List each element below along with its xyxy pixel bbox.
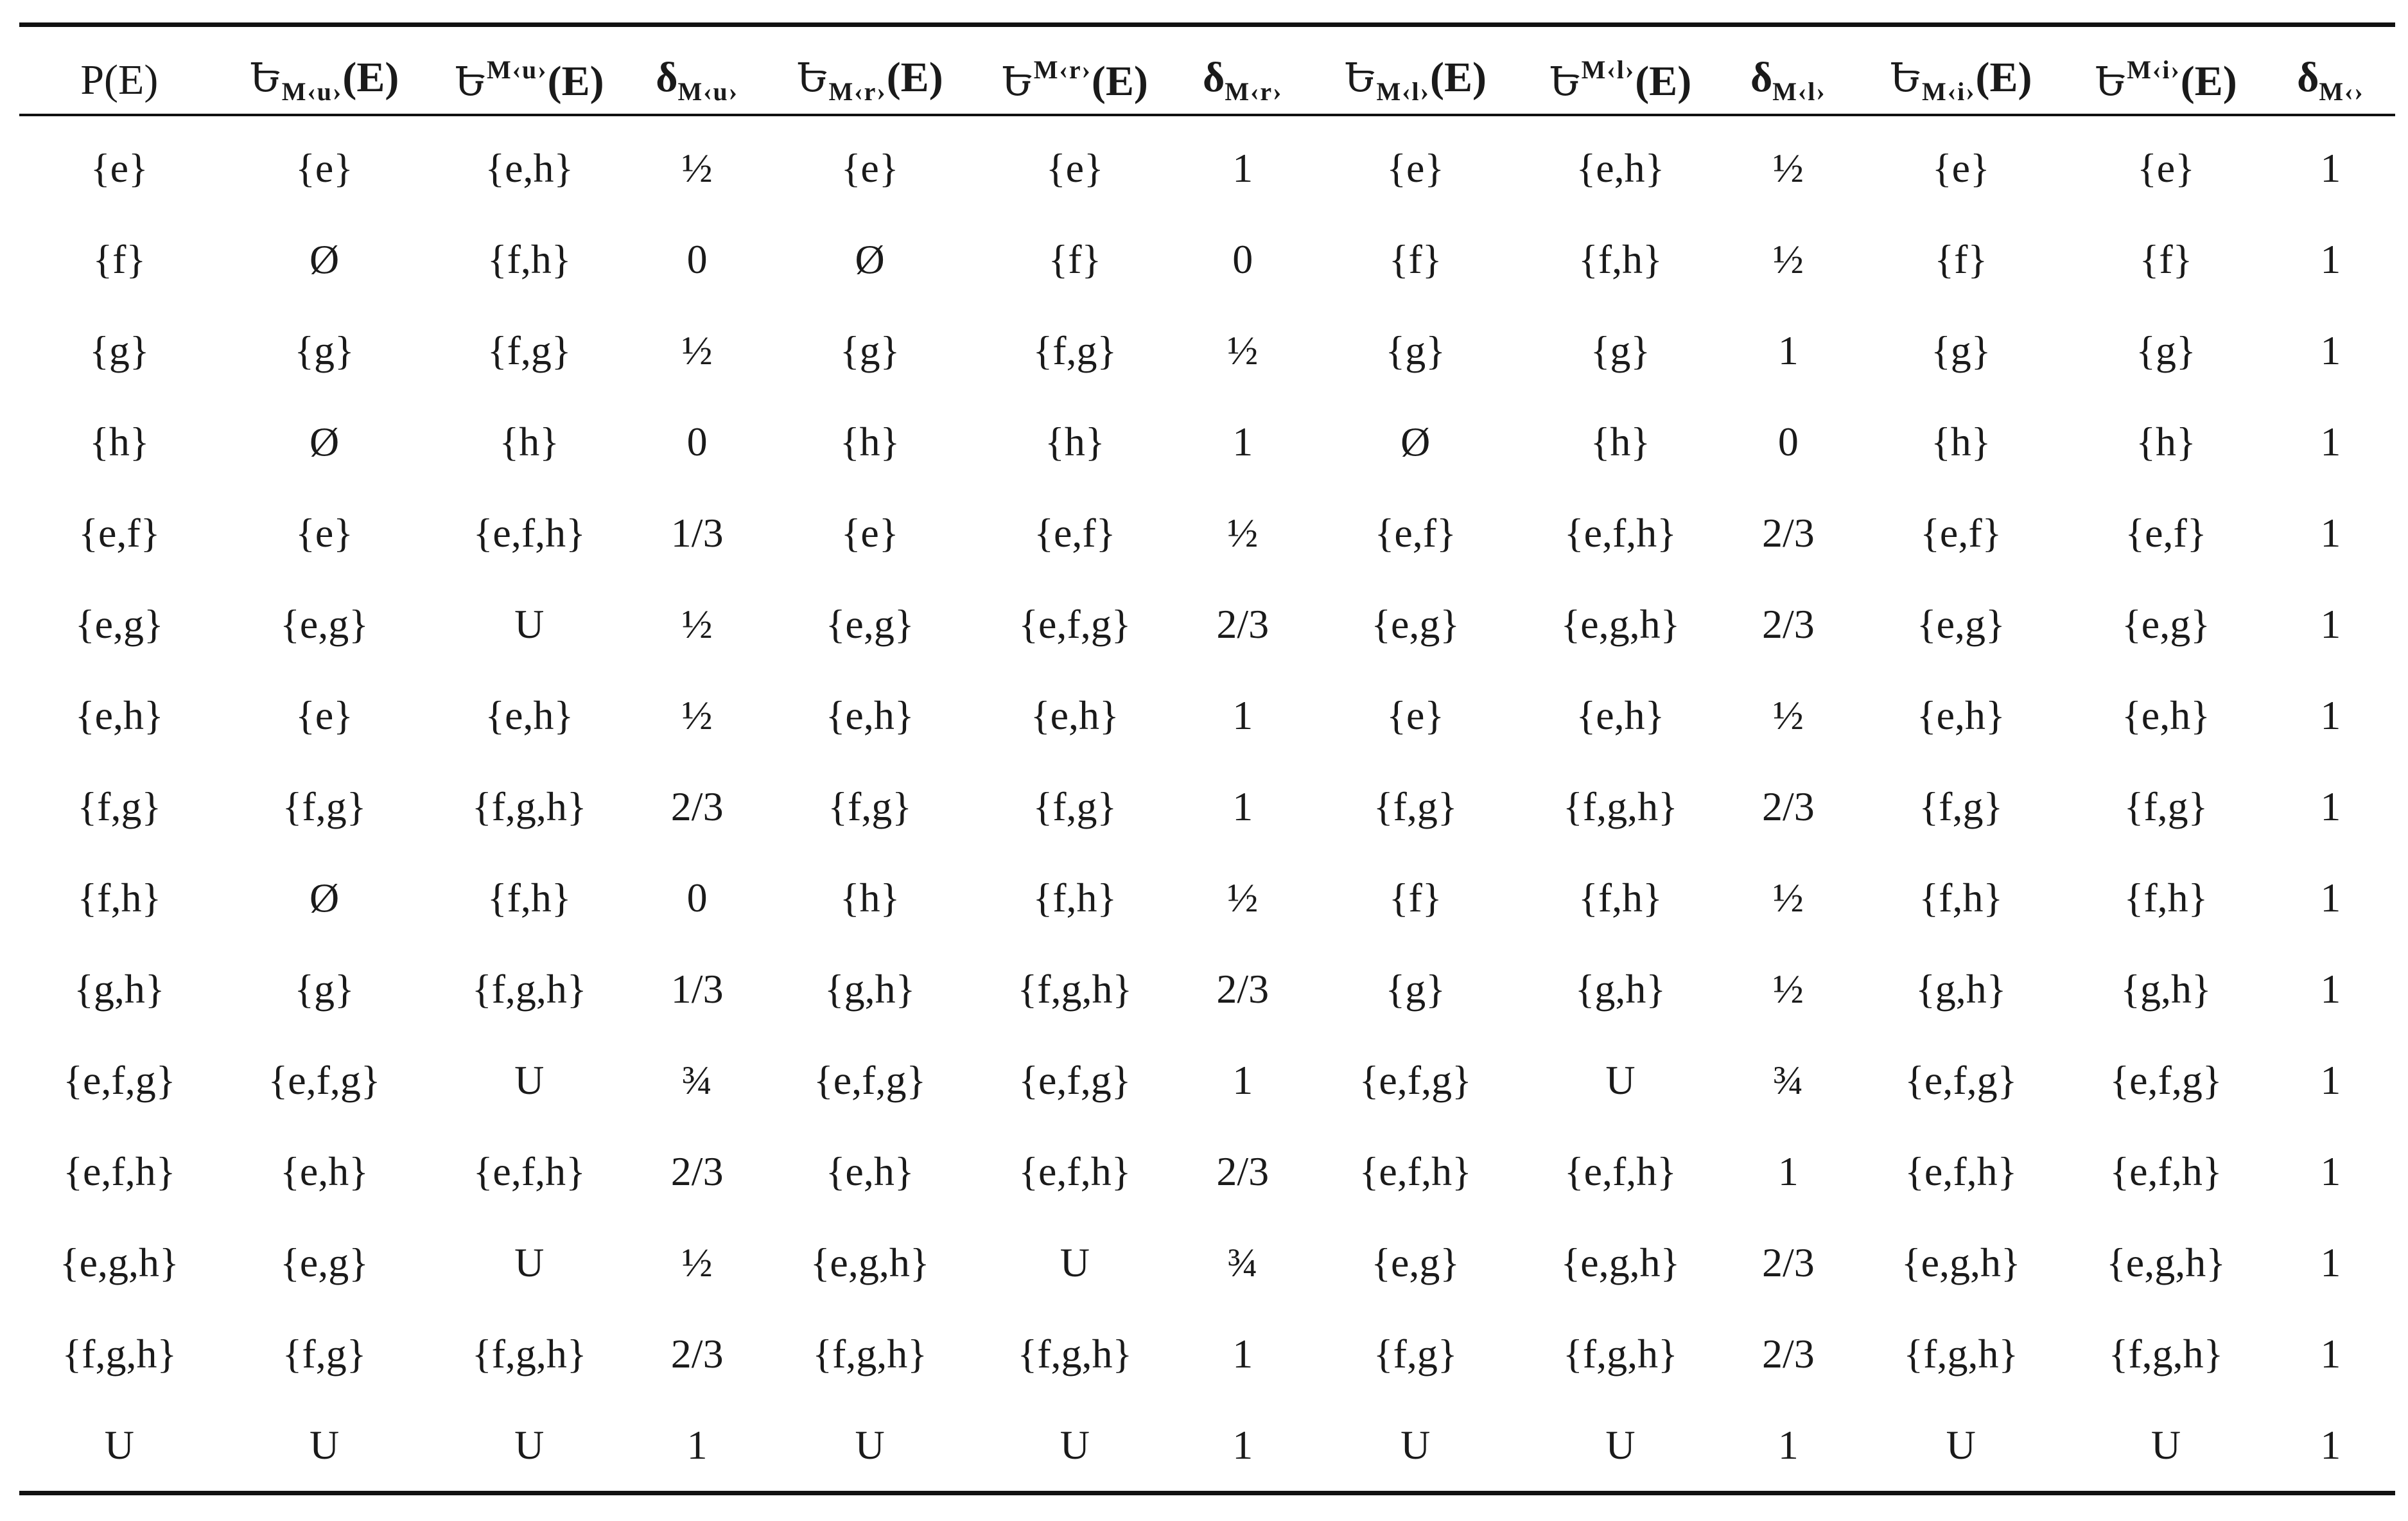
table-cell: ½: [681, 601, 713, 647]
table-cell: U: [1605, 1422, 1636, 1468]
table-cell: U: [1060, 1422, 1090, 1468]
table-cell: ½: [681, 1240, 713, 1285]
column-header: [1720, 27, 1856, 114]
table-cell: {e,f,h}: [1359, 1148, 1472, 1194]
table-cell: {e,g,h}: [2106, 1240, 2226, 1285]
header-subscript: M‹r›: [1225, 77, 1283, 106]
table-cell: 1/3: [670, 966, 724, 1012]
column-header: [1175, 27, 1311, 114]
table-cell: {e,h}: [1030, 692, 1119, 738]
table-row: [19, 579, 2395, 670]
table-cell: {f,g,h}: [1017, 1331, 1133, 1376]
table-cell: 0: [686, 875, 708, 920]
column-header: [429, 27, 629, 114]
header-subscript: M‹i›: [1922, 77, 1976, 106]
table-cell: U: [514, 1422, 545, 1468]
table-cell: 1: [2320, 328, 2341, 373]
column-header: [1856, 27, 2066, 114]
table-row: [19, 396, 2395, 488]
table-cell: {e,h}: [485, 145, 574, 191]
table-cell: ¾: [1772, 1057, 1804, 1103]
table-row: [19, 116, 2395, 214]
table-cell: {e}: [2137, 145, 2195, 191]
table-cell: {e,f,h}: [63, 1148, 176, 1194]
table-cell: 0: [1777, 419, 1799, 464]
table-cell: ½: [1227, 510, 1259, 556]
table-cell: 2/3: [1761, 1331, 1815, 1376]
table-row: [19, 1035, 2395, 1126]
table-cell: {h}: [839, 875, 900, 920]
table-cell: 1: [1232, 419, 1253, 464]
table-cell: {h}: [89, 419, 150, 464]
table-cell: {e,g}: [825, 601, 914, 647]
table-cell: ½: [1772, 692, 1804, 738]
table-cell: {e,g}: [280, 601, 369, 647]
table-cell: {g}: [839, 328, 900, 373]
table-cell: 2/3: [1761, 601, 1815, 647]
table-cell: U: [514, 1240, 545, 1285]
column-header: [220, 27, 430, 114]
table-cell: U: [1060, 1240, 1090, 1285]
table-cell: {f}: [92, 236, 146, 282]
table-cell: 2/3: [1761, 1240, 1815, 1285]
table-cell: 1: [2320, 510, 2341, 556]
table-cell: {e,g,h}: [1901, 1240, 2021, 1285]
header-row: [19, 27, 2395, 114]
table-cell: {e,h}: [1576, 145, 1665, 191]
table-cell: {e,g}: [1371, 1240, 1460, 1285]
table-cell: ½: [681, 692, 713, 738]
table-cell: ¾: [681, 1057, 713, 1103]
table-cell: {e,f,h}: [1564, 510, 1677, 556]
table-cell: 2/3: [1761, 510, 1815, 556]
header-symbol: δ: [1203, 54, 1225, 101]
table-cell: 1: [1232, 1422, 1253, 1468]
table-cell: Ø: [1400, 419, 1431, 464]
header-symbol: δ: [1750, 54, 1773, 101]
table-row: [19, 214, 2395, 305]
header-argument: (E): [1975, 54, 2032, 101]
table-cell: {e,f}: [2125, 510, 2207, 556]
header-superscript: M‹r›: [1033, 55, 1092, 84]
table-cell: {g,h}: [74, 966, 165, 1012]
top-rule: [19, 22, 2395, 27]
table-cell: {h}: [1045, 419, 1105, 464]
table-cell: 2/3: [670, 1331, 724, 1376]
table-cell: {f}: [2139, 236, 2193, 282]
table-cell: 1: [2320, 1148, 2341, 1194]
table-cell: {f,h}: [1033, 875, 1117, 920]
table-cell: {f}: [1048, 236, 1102, 282]
header-subscript: M‹r›: [828, 77, 887, 106]
table-cell: {g}: [1590, 328, 1651, 373]
column-header: [629, 27, 765, 114]
table-cell: 1: [2320, 1422, 2341, 1468]
table-cell: 0: [686, 236, 708, 282]
header-superscript: M‹i›: [2127, 55, 2181, 84]
table-cell: {f,h}: [487, 875, 571, 920]
header-argument: (E): [1091, 57, 1148, 105]
table-cell: {g,h}: [1575, 966, 1666, 1012]
table-cell: {e,g,h}: [59, 1240, 179, 1285]
table-cell: {e,h}: [2122, 692, 2210, 738]
table-cell: {f,g}: [828, 784, 912, 829]
table-cell: {f,g,h}: [471, 1331, 587, 1376]
table-cell: 1/3: [670, 510, 724, 556]
table-cell: {e,h}: [1916, 692, 2005, 738]
table-cell: {e,f}: [1034, 510, 1116, 556]
bottom-rule: [19, 1491, 2395, 1495]
table-cell: {f,g,h}: [1903, 1331, 2019, 1376]
header-subscript: M‹u›: [281, 77, 343, 106]
table-cell: ½: [1227, 875, 1259, 920]
header-symbol: P(E): [80, 56, 159, 103]
table-cell: {h}: [1931, 419, 1991, 464]
header-argument: (E): [342, 54, 399, 101]
table-cell: Ø: [855, 236, 885, 282]
table-cell: {f,g}: [1373, 1331, 1458, 1376]
table-cell: {e,f,g}: [268, 1057, 381, 1103]
table-cell: {e}: [841, 145, 899, 191]
table-cell: 1: [1232, 1057, 1253, 1103]
table-cell: 0: [1232, 236, 1253, 282]
table-cell: {f,g,h}: [1017, 966, 1133, 1012]
table-cell: {g,h}: [2120, 966, 2212, 1012]
table-cell: {f,h}: [77, 875, 162, 920]
header-subscript: M‹l›: [1772, 77, 1826, 106]
table-cell: {h}: [1590, 419, 1651, 464]
table-cell: {f,g}: [487, 328, 571, 373]
table-cell: {g,h}: [1915, 966, 2007, 1012]
table-cell: {e,g}: [280, 1240, 369, 1285]
column-header: [1311, 27, 1521, 114]
table-cell: 1: [686, 1422, 708, 1468]
header-symbol: δ: [656, 54, 678, 101]
table-cell: {e,f}: [78, 510, 161, 556]
table-cell: {f,g,h}: [471, 966, 587, 1012]
table-cell: {e,f,g}: [1359, 1057, 1472, 1103]
table-cell: ½: [1772, 875, 1804, 920]
table-row: [19, 305, 2395, 396]
table-cell: {e}: [1386, 692, 1445, 738]
table-cell: {h}: [2136, 419, 2196, 464]
column-header: [975, 27, 1175, 114]
table-cell: {e}: [295, 145, 353, 191]
header-symbol: Ե: [1890, 54, 1923, 101]
table-cell: {e,f,g}: [2109, 1057, 2222, 1103]
table-cell: {f,g}: [77, 784, 162, 829]
table-cell: {e,g}: [74, 601, 164, 647]
table-cell: 1: [1777, 1422, 1799, 1468]
table-cell: {e,f,h}: [473, 510, 586, 556]
table-cell: ½: [1772, 966, 1804, 1012]
table-cell: 1: [2320, 601, 2341, 647]
table-cell: {g}: [294, 966, 354, 1012]
table-cell: ¾: [1227, 1240, 1259, 1285]
table-row: [19, 944, 2395, 1035]
column-header: [765, 27, 975, 114]
table-cell: U: [1946, 1422, 1976, 1468]
table-cell: {e}: [1045, 145, 1104, 191]
header-symbol: Ե: [1001, 57, 1034, 105]
header-argument: (E): [886, 54, 943, 101]
table-cell: ½: [1772, 145, 1804, 191]
table-row: [19, 488, 2395, 579]
table-cell: U: [514, 1057, 545, 1103]
header-argument: (E): [547, 57, 604, 105]
table-cell: {e,f,g}: [1018, 1057, 1131, 1103]
header-subscript: M‹l›: [1376, 77, 1430, 106]
table-cell: Ø: [309, 236, 340, 282]
table-cell: U: [1400, 1422, 1431, 1468]
table-cell: {f,h}: [487, 236, 571, 282]
table-cell: {e,f,g}: [1905, 1057, 2018, 1103]
header-symbol: Ե: [1344, 54, 1377, 101]
data-table: [19, 22, 2395, 1495]
table-cell: {e,f,h}: [1564, 1148, 1677, 1194]
table-cell: {e}: [295, 510, 353, 556]
table-cell: 1: [2320, 236, 2341, 282]
table-cell: {h}: [839, 419, 900, 464]
table-cell: 2/3: [1761, 784, 1815, 829]
table-cell: {e}: [1386, 145, 1445, 191]
table-cell: {e,f}: [1920, 510, 2002, 556]
table-cell: {e,h}: [485, 692, 574, 738]
table-cell: {g,h}: [824, 966, 916, 1012]
table-cell: {f,g,h}: [1563, 1331, 1678, 1376]
table-cell: {f,g,h}: [1563, 784, 1678, 829]
table-cell: 2/3: [1216, 966, 1269, 1012]
table-cell: {e,f,h}: [2109, 1148, 2222, 1194]
table-cell: 2/3: [670, 1148, 724, 1194]
table-cell: {f,g}: [1033, 784, 1117, 829]
table-cell: {e}: [841, 510, 899, 556]
header-superscript: M‹l›: [1581, 55, 1636, 84]
table-cell: 1: [2320, 692, 2341, 738]
table-cell: {f,g}: [1919, 784, 2003, 829]
table-row: [19, 1126, 2395, 1217]
table-cell: 1: [2320, 145, 2341, 191]
table-cell: U: [514, 601, 545, 647]
table-cell: 1: [2320, 1240, 2341, 1285]
table-row: [19, 761, 2395, 852]
header-superscript: M‹u›: [486, 55, 548, 84]
table-cell: {e,h}: [1576, 692, 1665, 738]
table-body: [19, 116, 2395, 1491]
table-cell: {e,g,h}: [1560, 1240, 1680, 1285]
table-cell: U: [855, 1422, 885, 1468]
table-cell: 2/3: [670, 784, 724, 829]
table-row: [19, 852, 2395, 944]
table-cell: U: [2151, 1422, 2181, 1468]
table-cell: {f}: [1388, 875, 1442, 920]
table-cell: 1: [1777, 1148, 1799, 1194]
table-cell: {f,h}: [1578, 875, 1662, 920]
table-cell: {f,h}: [1919, 875, 2003, 920]
column-header: [2066, 27, 2266, 114]
table-cell: {g}: [1931, 328, 1991, 373]
header-argument: (E): [2180, 57, 2237, 105]
table-cell: {f,g}: [2124, 784, 2208, 829]
header-symbol: Ե: [454, 57, 487, 105]
table-row: [19, 670, 2395, 761]
table-cell: {f,g}: [1373, 784, 1458, 829]
table-cell: {e}: [90, 145, 148, 191]
table-cell: 1: [2320, 1331, 2341, 1376]
table-cell: {f,g}: [282, 784, 367, 829]
table-cell: 1: [2320, 875, 2341, 920]
table-cell: {e,g}: [1371, 601, 1460, 647]
table-cell: 0: [686, 419, 708, 464]
table-cell: 1: [1232, 1331, 1253, 1376]
table-cell: {e}: [295, 692, 353, 738]
table-cell: 1: [2320, 784, 2341, 829]
header-symbol: Ե: [796, 54, 829, 101]
table-cell: {e,g}: [2122, 601, 2210, 647]
table-cell: ½: [1772, 236, 1804, 282]
header-argument: (E): [1429, 54, 1487, 101]
table-cell: 1: [1232, 692, 1253, 738]
table-cell: U: [104, 1422, 134, 1468]
header-subscript: M‹u›: [677, 77, 739, 106]
table-cell: {f,g}: [1033, 328, 1117, 373]
table-cell: {f,g,h}: [2108, 1331, 2224, 1376]
table-cell: {e,f,h}: [1018, 1148, 1131, 1194]
table-cell: {e,g,h}: [1560, 601, 1680, 647]
table-cell: Ø: [309, 419, 340, 464]
table-cell: {f,g,h}: [812, 1331, 927, 1376]
table-cell: {f,h}: [1578, 236, 1662, 282]
table-cell: {e,g}: [1916, 601, 2005, 647]
table-cell: {g}: [1385, 966, 1445, 1012]
table-cell: 1: [2320, 1057, 2341, 1103]
table-cell: Ø: [309, 875, 340, 920]
table-cell: ½: [681, 328, 713, 373]
table-cell: {e,h}: [825, 692, 914, 738]
table-cell: {e,f,g}: [63, 1057, 176, 1103]
table-cell: {g}: [89, 328, 150, 373]
table-cell: 1: [1232, 784, 1253, 829]
table-cell: {f,g,h}: [471, 784, 587, 829]
table-cell: 1: [1232, 145, 1253, 191]
header-symbol: Ե: [1549, 57, 1582, 105]
table-cell: {e,f,h}: [473, 1148, 586, 1194]
table-cell: U: [309, 1422, 340, 1468]
table-cell: {e}: [1932, 145, 1990, 191]
table-cell: {e,f}: [1374, 510, 1456, 556]
table-row: [19, 1400, 2395, 1491]
table-cell: {f,g}: [282, 1331, 367, 1376]
table-cell: {h}: [499, 419, 559, 464]
table-cell: {f}: [1388, 236, 1442, 282]
table-cell: {e,h}: [74, 692, 164, 738]
header-symbol: δ: [2297, 54, 2319, 101]
table-cell: {e,f,g}: [1018, 601, 1131, 647]
table-cell: {e,h}: [825, 1148, 914, 1194]
table-cell: {f,g,h}: [62, 1331, 177, 1376]
column-header: [19, 27, 220, 114]
table-cell: 2/3: [1216, 1148, 1269, 1194]
table-cell: 1: [2320, 419, 2341, 464]
header-symbol: Ե: [2095, 57, 2127, 105]
header-symbol: Ե: [249, 54, 282, 101]
column-header: [1521, 27, 1721, 114]
table-cell: U: [1605, 1057, 1636, 1103]
table-cell: {f,h}: [2124, 875, 2208, 920]
table-cell: {e,h}: [280, 1148, 369, 1194]
table-cell: {f}: [1934, 236, 1988, 282]
table-row: [19, 1217, 2395, 1308]
table-cell: 1: [2320, 966, 2341, 1012]
table-cell: {g}: [294, 328, 354, 373]
table-cell: ½: [1227, 328, 1259, 373]
header-argument: (E): [1635, 57, 1692, 105]
table-cell: {g}: [1385, 328, 1445, 373]
table-row: [19, 1308, 2395, 1400]
table-cell: {g}: [2136, 328, 2196, 373]
table-cell: 1: [1777, 328, 1799, 373]
table-cell: {e,f,g}: [814, 1057, 927, 1103]
column-header: [2266, 27, 2395, 114]
table-cell: {e,f,h}: [1905, 1148, 2018, 1194]
table-cell: ½: [681, 145, 713, 191]
table-cell: {e,g,h}: [810, 1240, 930, 1285]
header-subscript: M‹›: [2319, 77, 2364, 106]
table-cell: 2/3: [1216, 601, 1269, 647]
